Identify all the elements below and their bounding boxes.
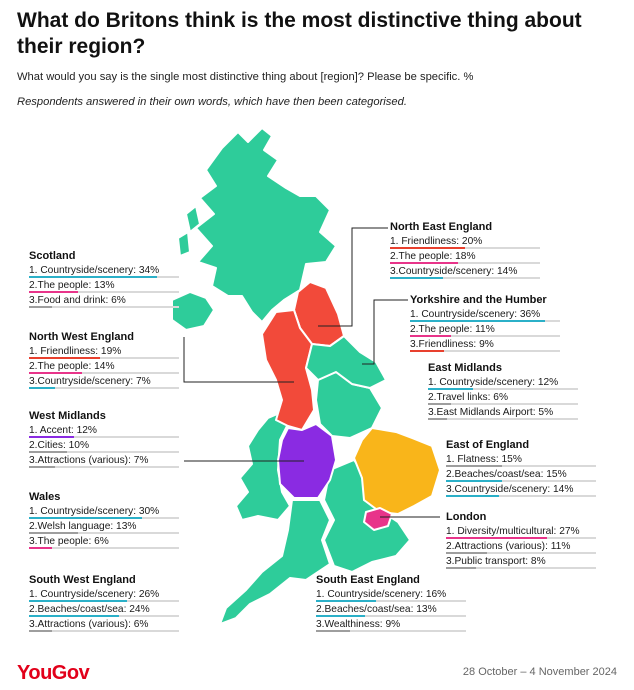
answer-item	[29, 604, 159, 619]
answer-bar-track	[428, 403, 578, 405]
methodology-note: Respondents answered in their own words, which have then been categorised.	[17, 96, 407, 108]
answer-label: 3.The people: 6%	[29, 536, 109, 547]
answer-bar-fill	[29, 451, 67, 453]
answer-bar-fill	[316, 630, 350, 632]
answer-bar-track	[410, 320, 560, 322]
answer-bar-track	[410, 350, 560, 352]
region-scotland-islands-2	[178, 232, 190, 256]
fieldwork-date: 28 October – 4 November 2024	[462, 666, 617, 678]
answer-label: 1. Flatness: 15%	[446, 454, 522, 465]
answer-bar-track	[29, 306, 179, 308]
answer-bar-fill	[29, 436, 74, 438]
answer-label: 1. Countryside/scenery: 36%	[410, 309, 541, 320]
answer-bar-track	[428, 418, 578, 420]
answer-label: 3.Friendliness: 9%	[410, 339, 494, 350]
region-box-east-midlands	[428, 362, 558, 422]
answer-bar-fill	[390, 247, 465, 249]
answer-bar-fill	[446, 567, 476, 569]
answer-bar-track	[446, 480, 596, 482]
answer-bar-track	[29, 532, 179, 534]
answer-item	[446, 556, 580, 571]
answer-bar-track	[29, 630, 179, 632]
answer-bar-track	[446, 465, 596, 467]
answer-bar-track	[29, 615, 179, 617]
answer-bar-track	[390, 262, 540, 264]
answer-label: 2.Beaches/coast/sea: 24%	[29, 604, 150, 615]
region-box-scotland	[29, 250, 159, 310]
answer-label: 2.The people: 14%	[29, 361, 115, 372]
answer-bar-fill	[446, 495, 499, 497]
answer-bar-track	[29, 517, 179, 519]
answer-bar-track	[428, 388, 578, 390]
answer-bar-track	[316, 615, 466, 617]
answer-bar-fill	[316, 600, 376, 602]
answer-bar-track	[446, 567, 596, 569]
answer-label: 3.Attractions (various): 6%	[29, 619, 149, 630]
answer-item	[29, 346, 151, 361]
answer-bar-track	[446, 552, 596, 554]
answer-item	[29, 619, 159, 634]
answer-label: 1. Accent: 12%	[29, 425, 97, 436]
answer-bar-track	[446, 495, 596, 497]
answer-bar-fill	[29, 532, 78, 534]
answer-item	[316, 604, 446, 619]
answer-bar-track	[29, 372, 179, 374]
answer-bar-track	[446, 537, 596, 539]
answer-label: 1. Countryside/scenery: 16%	[316, 589, 447, 600]
answer-bar-fill	[446, 537, 547, 539]
answer-label: 3.Wealthiness: 9%	[316, 619, 401, 630]
answer-bar-fill	[446, 465, 502, 467]
answer-bar-fill	[410, 350, 444, 352]
answer-item	[29, 265, 159, 280]
answer-label: 3.Food and drink: 6%	[29, 295, 126, 306]
answer-label: 3.Countryside/scenery: 14%	[390, 266, 518, 277]
answer-bar-fill	[29, 276, 157, 278]
answer-bar-track	[29, 451, 179, 453]
answer-label: 1. Countryside/scenery: 34%	[29, 265, 160, 276]
region-box-south-west	[29, 574, 159, 634]
answer-bar-fill	[390, 262, 458, 264]
answer-bar-fill	[428, 418, 447, 420]
leader-line-yorkshire	[362, 300, 408, 364]
answer-bar-fill	[29, 306, 52, 308]
answer-item	[29, 361, 151, 376]
answer-bar-fill	[29, 291, 78, 293]
answer-item	[446, 526, 580, 541]
answer-bar-track	[390, 247, 540, 249]
answer-item	[29, 455, 148, 470]
answer-item	[410, 309, 547, 324]
answer-bar-track	[316, 630, 466, 632]
answer-bar-fill	[29, 600, 127, 602]
answer-label: 2.Beaches/coast/sea: 13%	[316, 604, 437, 615]
answer-bar-track	[29, 357, 179, 359]
region-box-north-west	[29, 331, 151, 391]
answer-label: 1. Countryside/scenery: 30%	[29, 506, 160, 517]
answer-bar-track	[29, 291, 179, 293]
answer-label: 1. Diversity/multicultural: 27%	[446, 526, 580, 537]
region-title: North East England	[390, 221, 493, 233]
answer-bar-fill	[29, 630, 52, 632]
answer-item	[29, 506, 159, 521]
region-box-south-east	[316, 574, 446, 634]
region-title: West Midlands	[29, 410, 106, 422]
answer-label: 3.Public transport: 8%	[446, 556, 546, 567]
answer-bar-track	[29, 600, 179, 602]
region-east-of-england[interactable]	[354, 428, 440, 514]
region-title: East Midlands	[428, 362, 502, 374]
region-box-london	[446, 511, 580, 571]
answer-item	[410, 339, 547, 354]
answer-bar-track	[29, 276, 179, 278]
answer-bar-fill	[390, 277, 443, 279]
answer-item	[29, 425, 148, 440]
answer-item	[29, 536, 159, 551]
answer-bar-fill	[428, 403, 451, 405]
answer-bar-fill	[29, 466, 55, 468]
region-title: East of England	[446, 439, 530, 451]
region-title: London	[446, 511, 487, 523]
answer-label: 2.The people: 13%	[29, 280, 115, 291]
answer-bar-fill	[428, 388, 473, 390]
answer-item	[428, 377, 558, 392]
answer-bar-fill	[316, 615, 365, 617]
answer-label: 3.Attractions (various): 7%	[29, 455, 149, 466]
region-title: North West England	[29, 331, 134, 343]
answer-label: 1. Friendliness: 19%	[29, 346, 122, 357]
answer-item	[390, 251, 517, 266]
answer-item	[446, 484, 573, 499]
answer-label: 2.The people: 18%	[390, 251, 476, 262]
answer-label: 2.The people: 11%	[410, 324, 495, 335]
answer-bar-fill	[29, 372, 82, 374]
answer-label: 2.Cities: 10%	[29, 440, 90, 451]
region-title: South West England	[29, 574, 136, 586]
region-box-wales	[29, 491, 159, 551]
answer-label: 3.Countryside/scenery: 14%	[446, 484, 574, 495]
yougov-logo: YouGov	[17, 662, 90, 684]
answer-item	[428, 392, 558, 407]
chart-title: What do Britons think is the most distinctive thing about their region?	[17, 9, 582, 58]
answer-label: 1. Friendliness: 20%	[390, 236, 483, 247]
answer-item	[29, 295, 159, 310]
answer-item	[390, 266, 517, 281]
answer-bar-track	[316, 600, 466, 602]
answer-item	[29, 280, 159, 295]
answer-label: 2.Travel links: 6%	[428, 392, 509, 403]
answer-bar-fill	[410, 320, 545, 322]
region-box-west-midlands	[29, 410, 148, 470]
answer-item	[29, 521, 159, 536]
answer-bar-track	[410, 335, 560, 337]
answer-bar-fill	[29, 357, 100, 359]
answer-bar-track	[29, 466, 179, 468]
answer-label: 1. Countryside/scenery: 26%	[29, 589, 160, 600]
answer-bar-fill	[446, 480, 502, 482]
answer-item	[410, 324, 547, 339]
answer-bar-track	[29, 387, 179, 389]
answer-bar-fill	[446, 552, 487, 554]
region-northern-ireland	[172, 292, 214, 330]
answer-bar-track	[29, 547, 179, 549]
answer-bar-fill	[29, 387, 55, 389]
answer-bar-track	[390, 277, 540, 279]
answer-bar-track	[29, 436, 179, 438]
answer-item	[29, 589, 159, 604]
answer-item	[316, 589, 446, 604]
answer-label: 3.Countryside/scenery: 7%	[29, 376, 151, 387]
answer-label: 2.Beaches/coast/sea: 15%	[446, 469, 567, 480]
answer-label: 3.East Midlands Airport: 5%	[428, 407, 554, 418]
answer-bar-fill	[410, 335, 451, 337]
answer-item	[446, 541, 580, 556]
region-title: Scotland	[29, 250, 76, 262]
region-box-yorkshire	[410, 294, 547, 354]
answer-item	[29, 376, 151, 391]
question-text: What would you say is the single most distinctive thing about [region]? Please be specific. %	[17, 71, 474, 83]
answer-bar-fill	[29, 517, 142, 519]
answer-bar-fill	[29, 547, 52, 549]
answer-item	[446, 469, 573, 484]
region-title: South East England	[316, 574, 420, 586]
answer-item	[428, 407, 558, 422]
answer-item	[316, 619, 446, 634]
region-title: Yorkshire and the Humber	[410, 294, 547, 306]
answer-label: 2.Attractions (various): 11%	[446, 541, 571, 552]
answer-item	[446, 454, 573, 469]
answer-label: 2.Welsh language: 13%	[29, 521, 137, 532]
answer-item	[390, 236, 517, 251]
answer-label: 1. Countryside/scenery: 12%	[428, 377, 559, 388]
region-box-east-of-england	[446, 439, 573, 499]
region-title: Wales	[29, 491, 61, 503]
answer-item	[29, 440, 148, 455]
answer-bar-fill	[29, 615, 119, 617]
region-box-north-east	[390, 221, 517, 281]
